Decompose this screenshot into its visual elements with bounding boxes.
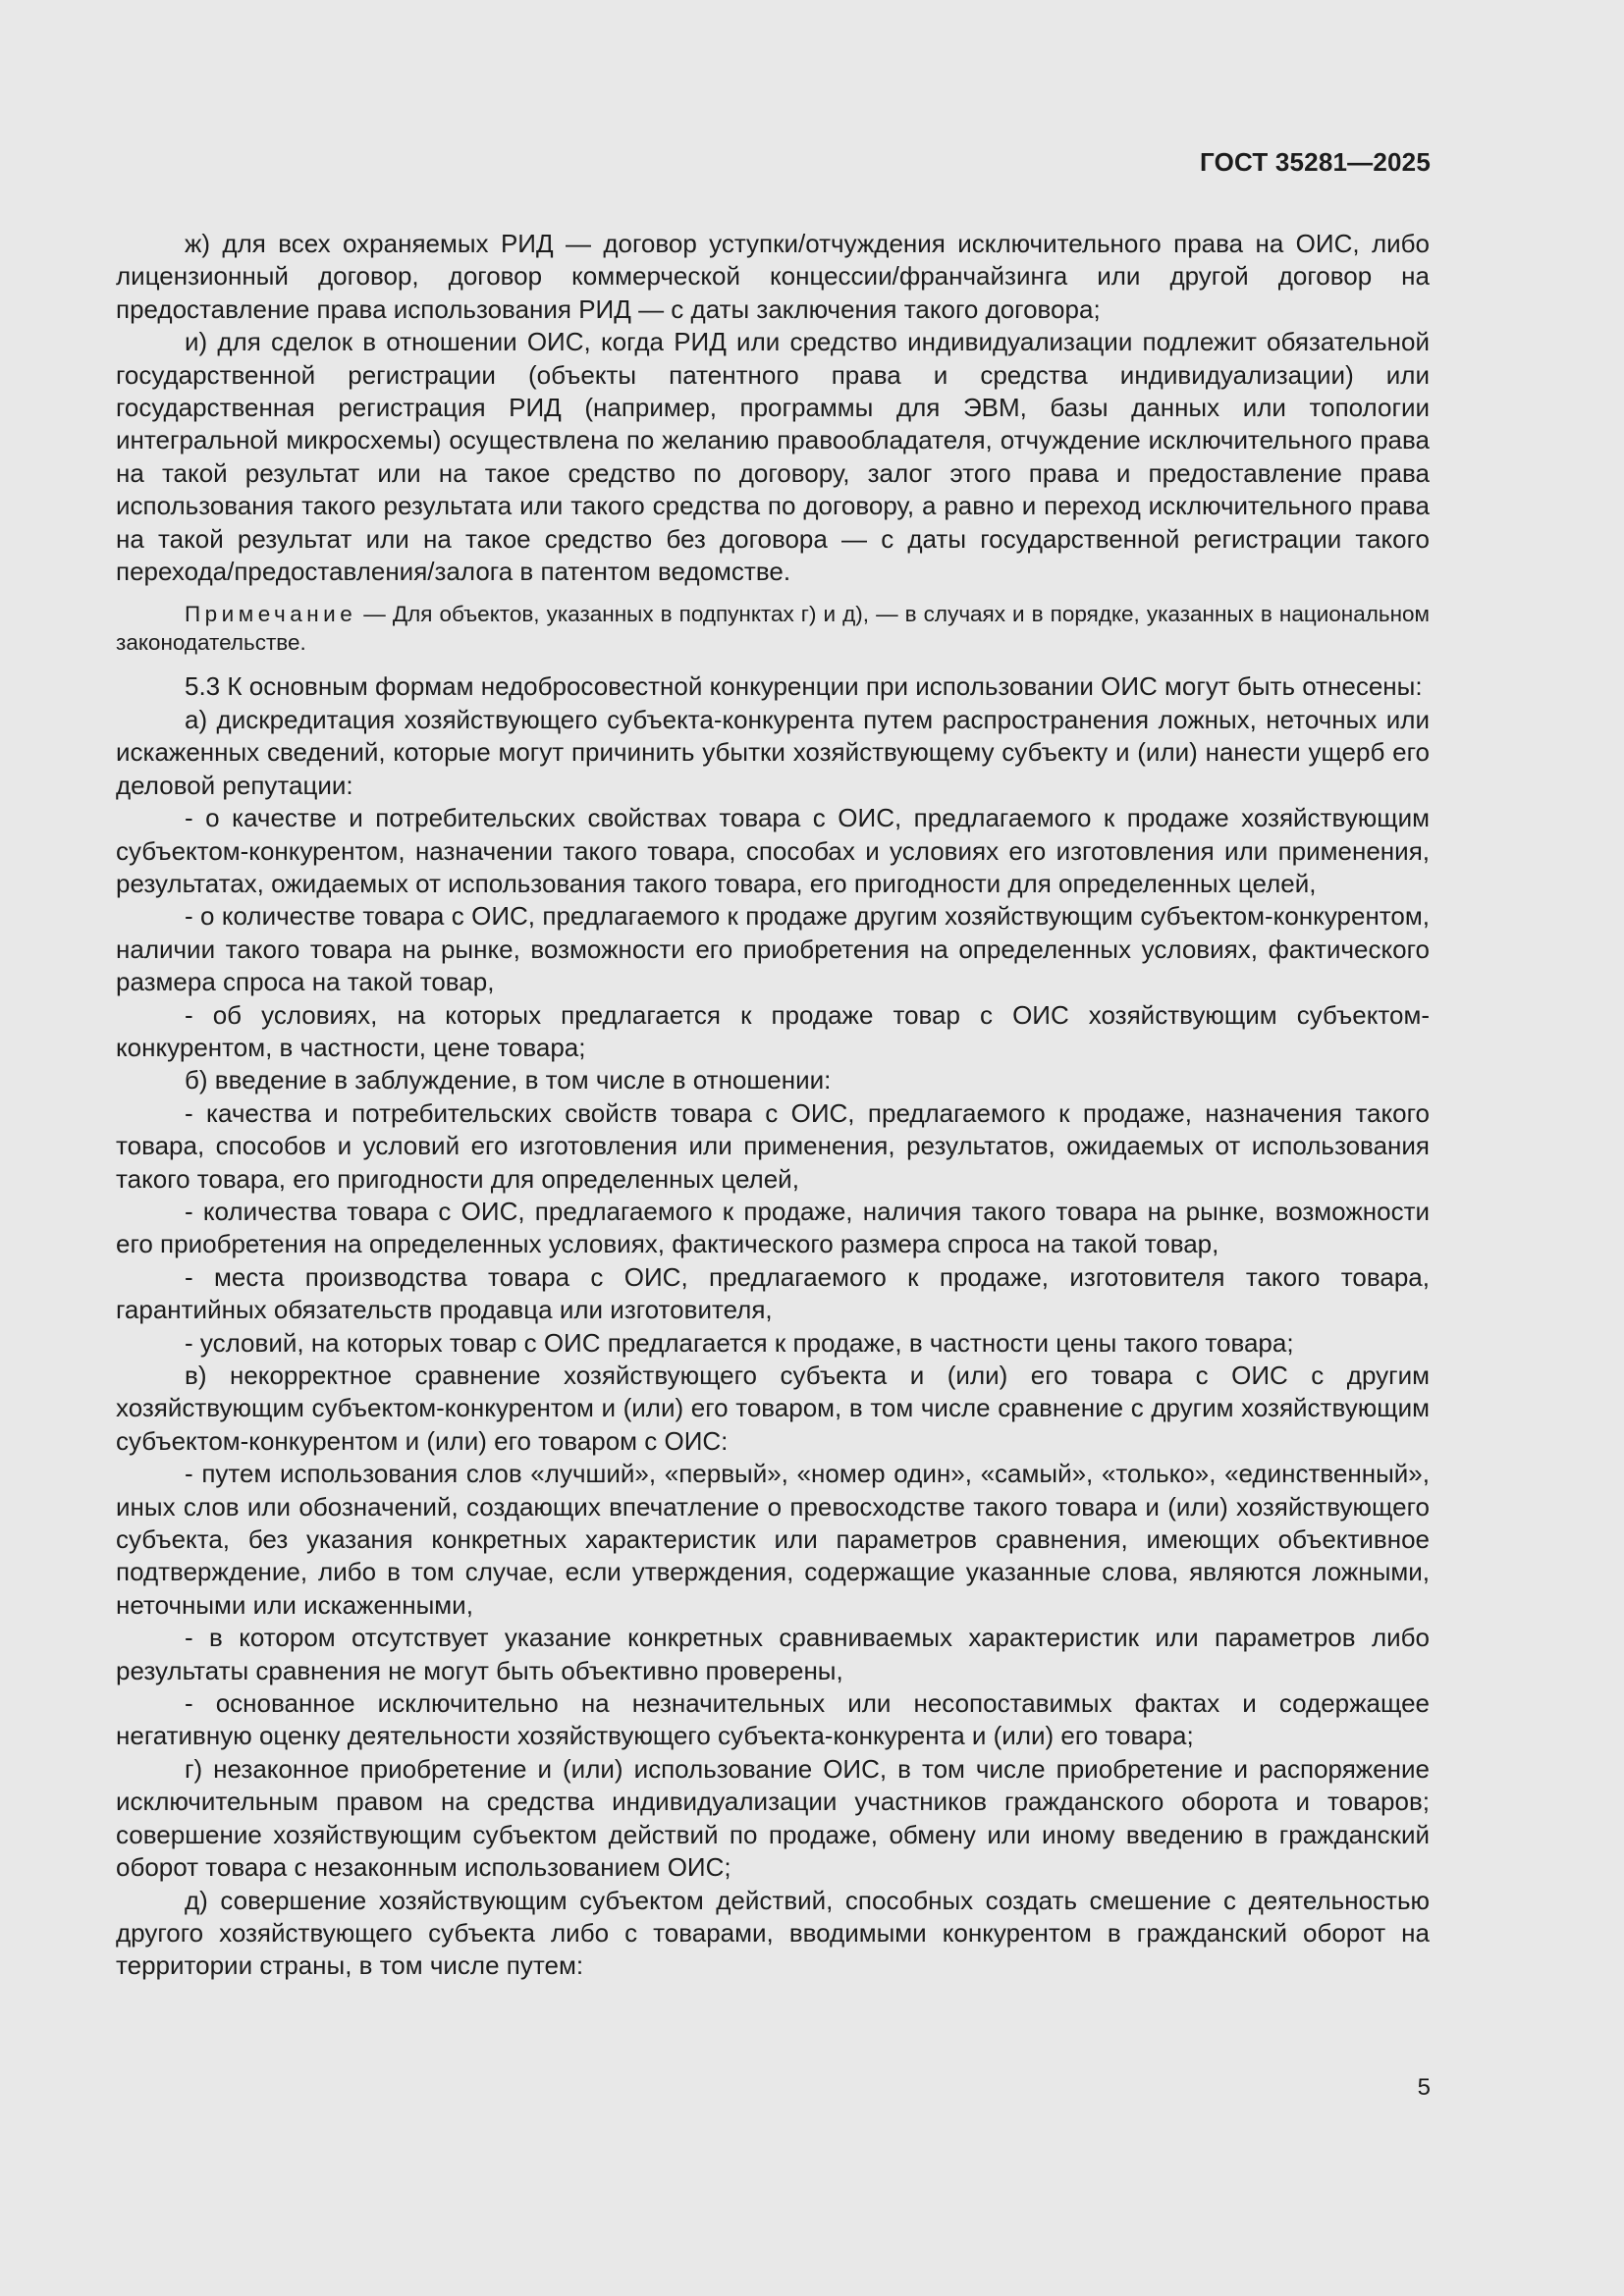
section-5-3: 5.3 К основным формам недобросовестной конкуренции при использовании ОИС могут быть отнесены: bbox=[185, 671, 1423, 702]
item-a: а) дискредитация хозяйствующего субъекта-конкурента путем распространения ложных, неточных или искаженных сведений, которые могут причинить убытки хозяйствующему субъекту и (или) нанести ущерб его деловой репутации: bbox=[116, 704, 1430, 800]
document-body bbox=[116, 228, 1430, 1983]
list-item: - в котором отсутствует указание конкретных сравниваемых характеристик или параметров либо результаты сравнения не могут быть объективно проверены, bbox=[116, 1623, 1430, 1685]
list-item: - количества товара с ОИС, предлагаемого к продаже, наличия такого товара на рынке, возможности его приобретения на определенных условиях, фактического размера спроса на такой товар, bbox=[116, 1196, 1430, 1259]
item-d: д) совершение хозяйствующим субъектом действий, способных создать смешение с деятельностью другого хозяйствующего субъекта либо с товарами, вводимыми конкурентом в гражданский оборот на территории страны, в том числе путем: bbox=[116, 1885, 1430, 1981]
paragraph-i: и) для сделок в отношении ОИС, когда РИД или средство индивидуализации подлежит обязательной государственной регистрации (объекты патентного права и средства индивидуализации) или государственная регистрация РИД (например, программы для ЭВМ, базы данных или топологии интегральной микросхемы) осуществлена по желанию правообладателя, отчуждение исключительного права на такой результат или на такое средство по договору, залог этого права и предоставление права использования такого результата или такого средства по договору, а равно и переход исключительного права на такой результат или на такое средство без договора — с даты государственной регистрации такого перехода/предоставления/залога в патентом ведомстве. bbox=[116, 327, 1430, 587]
list-item: - основанное исключительно на незначительных или несопоставимых фактах и содержащее негативную оценку деятельности хозяйствующего субъекта-конкурента и (или) его товара; bbox=[116, 1688, 1430, 1751]
page-number: 5 bbox=[1417, 2074, 1431, 2101]
list-item: - условий, на которых товар с ОИС предлагается к продаже, в частности цены такого товара; bbox=[185, 1327, 1294, 1358]
list-item: - качества и потребительских свойств товара с ОИС, предлагаемого к продаже, назначения такого товара, способов и условий его изготовления или применения, результатов, ожидаемых от использования такого товара, его пригодности для определенных целей, bbox=[116, 1097, 1430, 1194]
note-text: — Для объектов, указанных в подпунктах г) и д), — в случаях и в порядке, указанных в национальном законодательстве. bbox=[116, 602, 1430, 656]
list-item: - места производства товара с ОИС, предлагаемого к продаже, изготовителя такого товара, гарантийных обязательств продавца или изготовителя, bbox=[116, 1261, 1430, 1325]
note-label: Примечание bbox=[185, 602, 357, 627]
list-item: - об условиях, на которых предлагается к продаже товар с ОИС хозяйствующим субъектом-конкурентом, в частности, цене товара; bbox=[116, 999, 1430, 1062]
list-item: - путем использования слов «лучший», «первый», «номер один», «самый», «только», «единственный», иных слов или обозначений, создающих впечатление о превосходстве такого товара и (или) хозяйствующего субъекта, без указания конкретных характеристик или параметров сравнения, имеющих объективное подтверждение, либо в том случае, если утверждения, содержащие указанные слова, являются ложными, неточными или искаженными, bbox=[116, 1459, 1430, 1620]
document-code-header: ГОСТ 35281—2025 bbox=[1200, 147, 1431, 177]
note-block bbox=[116, 600, 1430, 657]
item-b: б) введение в заблуждение, в том числе в отношении: bbox=[185, 1065, 832, 1095]
item-v: в) некорректное сравнение хозяйствующего субъекта и (или) его товара с ОИС с другим хозяйствующим субъектом-конкурентом и (или) его товаром, в том числе сравнение с другим хозяйствующим субъектом-конкурентом и (или) его товаром с ОИС: bbox=[116, 1361, 1430, 1456]
item-g: г) незаконное приобретение и (или) использование ОИС, в том числе приобретение и распоряжение исключительным правом на средства индивидуализации участников гражданского оборота и товаров; совершение хозяйствующим субъектом действий по продаже, обмену или иному введению в гражданский оборот товара с незаконным использованием ОИС; bbox=[116, 1753, 1430, 1883]
list-item: - о количестве товара с ОИС, предлагаемого к продаже другим хозяйствующим субъектом-конкурентом, наличии такого товара на рынке, возможности его приобретения на определенных условиях, фактического размера спроса на такой товар, bbox=[116, 901, 1430, 997]
list-item: - о качестве и потребительских свойствах товара с ОИС, предлагаемого к продаже хозяйствующим субъектом-конкурентом, назначении такого товара, способах и условиях его изготовления или применения, результатах, ожидаемых от использования такого товара, его пригодности для определенных целей, bbox=[116, 803, 1430, 898]
paragraph-zh: ж) для всех охраняемых РИД — договор уступки/отчуждения исключительного права на ОИС, либо лицензионный договор, договор коммерческой концессии/франчайзинга или другой договор на предоставление права использования РИД — с даты заключения такого договора; bbox=[116, 229, 1430, 324]
